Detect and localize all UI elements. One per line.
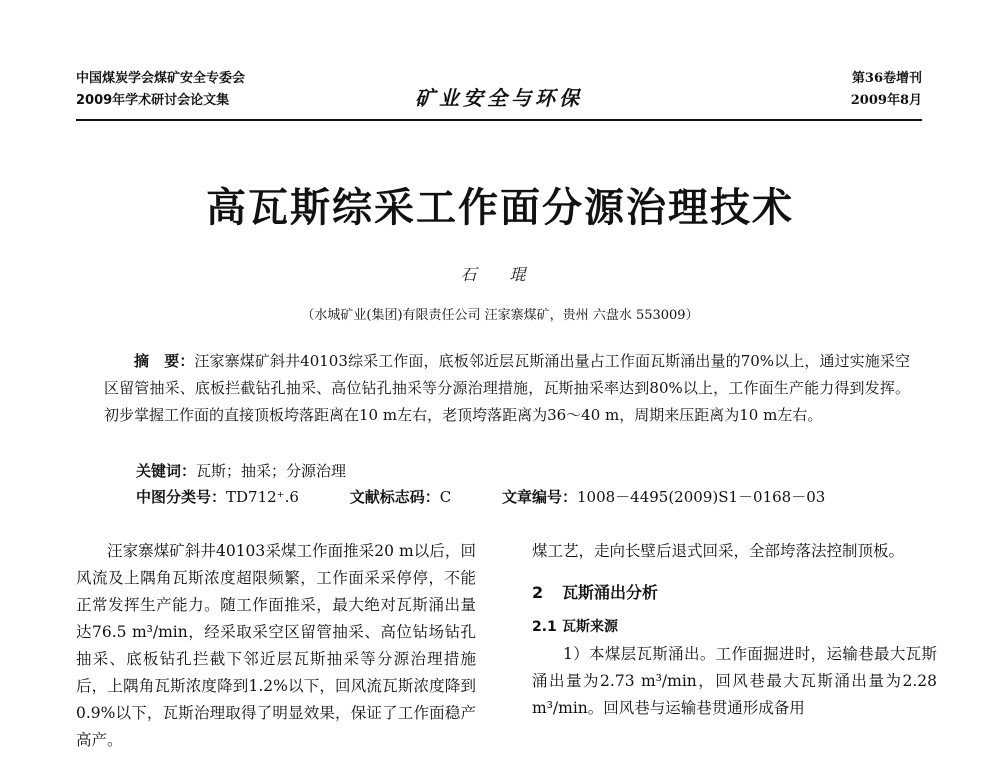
body-column-left	[76, 538, 476, 754]
article-number: 文章编号：1008－4495(2009)S1－0168－03	[501, 488, 826, 506]
paper-title: 高瓦斯综采工作面分源治理技术	[206, 185, 794, 231]
keywords-text: 瓦斯；抽采；分源治理	[196, 462, 347, 480]
classification-line	[136, 486, 825, 507]
body-column-right	[532, 538, 937, 722]
keywords	[136, 460, 346, 481]
abstract	[104, 348, 910, 429]
document-code: 文献标志码：C	[349, 488, 452, 506]
paper-author: 石 琨	[460, 265, 540, 284]
section-heading-2: 2 瓦斯涌出分析	[532, 583, 659, 602]
clc-number: 中图分类号：TD712⁺.6	[136, 488, 299, 506]
journal-name: 矿业安全与环保	[415, 86, 583, 110]
body-paragraph: 汪家寨煤矿斜井40103采煤工作面推采20 m以后，回风流及上隅角瓦斯浓度超限频繁，工作面采采停停，不能正常发挥生产能力。随工作面推采，最大绝对瓦斯涌出量达76.5 m³/min，经采取采空区留管抽采、高位钻场钻孔抽采、底板钻孔拦截下邻近层瓦斯抽采等分源治理措施后，上隅角瓦斯浓度降到1.2%以下，回风流瓦斯浓度降到0.9%以下，瓦斯治理取得了明显效果，保证了工作面稳产高产。	[76, 542, 476, 749]
abstract-label: 摘 要：	[134, 352, 195, 370]
running-header	[76, 68, 922, 118]
body-paragraph: 1）本煤层瓦斯涌出。工作面掘进时，运输巷最大瓦斯涌出量为2.73 m³/min，回风巷最大瓦斯涌出量为2.28 m³/min。回风巷与运输巷贯通形成备用	[532, 645, 937, 717]
keywords-label: 关键词：	[136, 462, 197, 480]
abstract-paragraph	[104, 348, 910, 429]
header-volume: 第36卷增刊	[851, 71, 922, 86]
header-right	[851, 68, 922, 112]
abstract-text: 汪家寨煤矿斜井40103综采工作面，底板邻近层瓦斯涌出量占工作面瓦斯涌出量的70%以上，通过实施采空区留管抽采、底板拦截钻孔抽采、高位钻孔抽采等分源治理措施，瓦斯抽采率达到80%以上，工作面生产能力得到发挥。初步掌握工作面的直接顶板垮落距离在10 m左右，老顶垮落距离为36～40 m，周期来压距离为10 m左右。	[104, 352, 910, 424]
section-heading-2-1: 2.1 瓦斯来源	[532, 619, 618, 635]
header-society: 中国煤炭学会煤矿安全专委会	[76, 71, 246, 86]
author-affiliation: （水城矿业(集团)有限责任公司 汪家寨煤矿，贵州 六盘水 553009）	[301, 308, 699, 323]
body-paragraph-continued: 煤工艺，走向长壁后退式回采，全部垮落法控制顶板。	[532, 542, 905, 560]
header-date: 2009年8月	[850, 93, 922, 108]
header-rule	[76, 119, 922, 121]
header-proceedings: 2009年学术研讨会论文集	[76, 93, 230, 108]
